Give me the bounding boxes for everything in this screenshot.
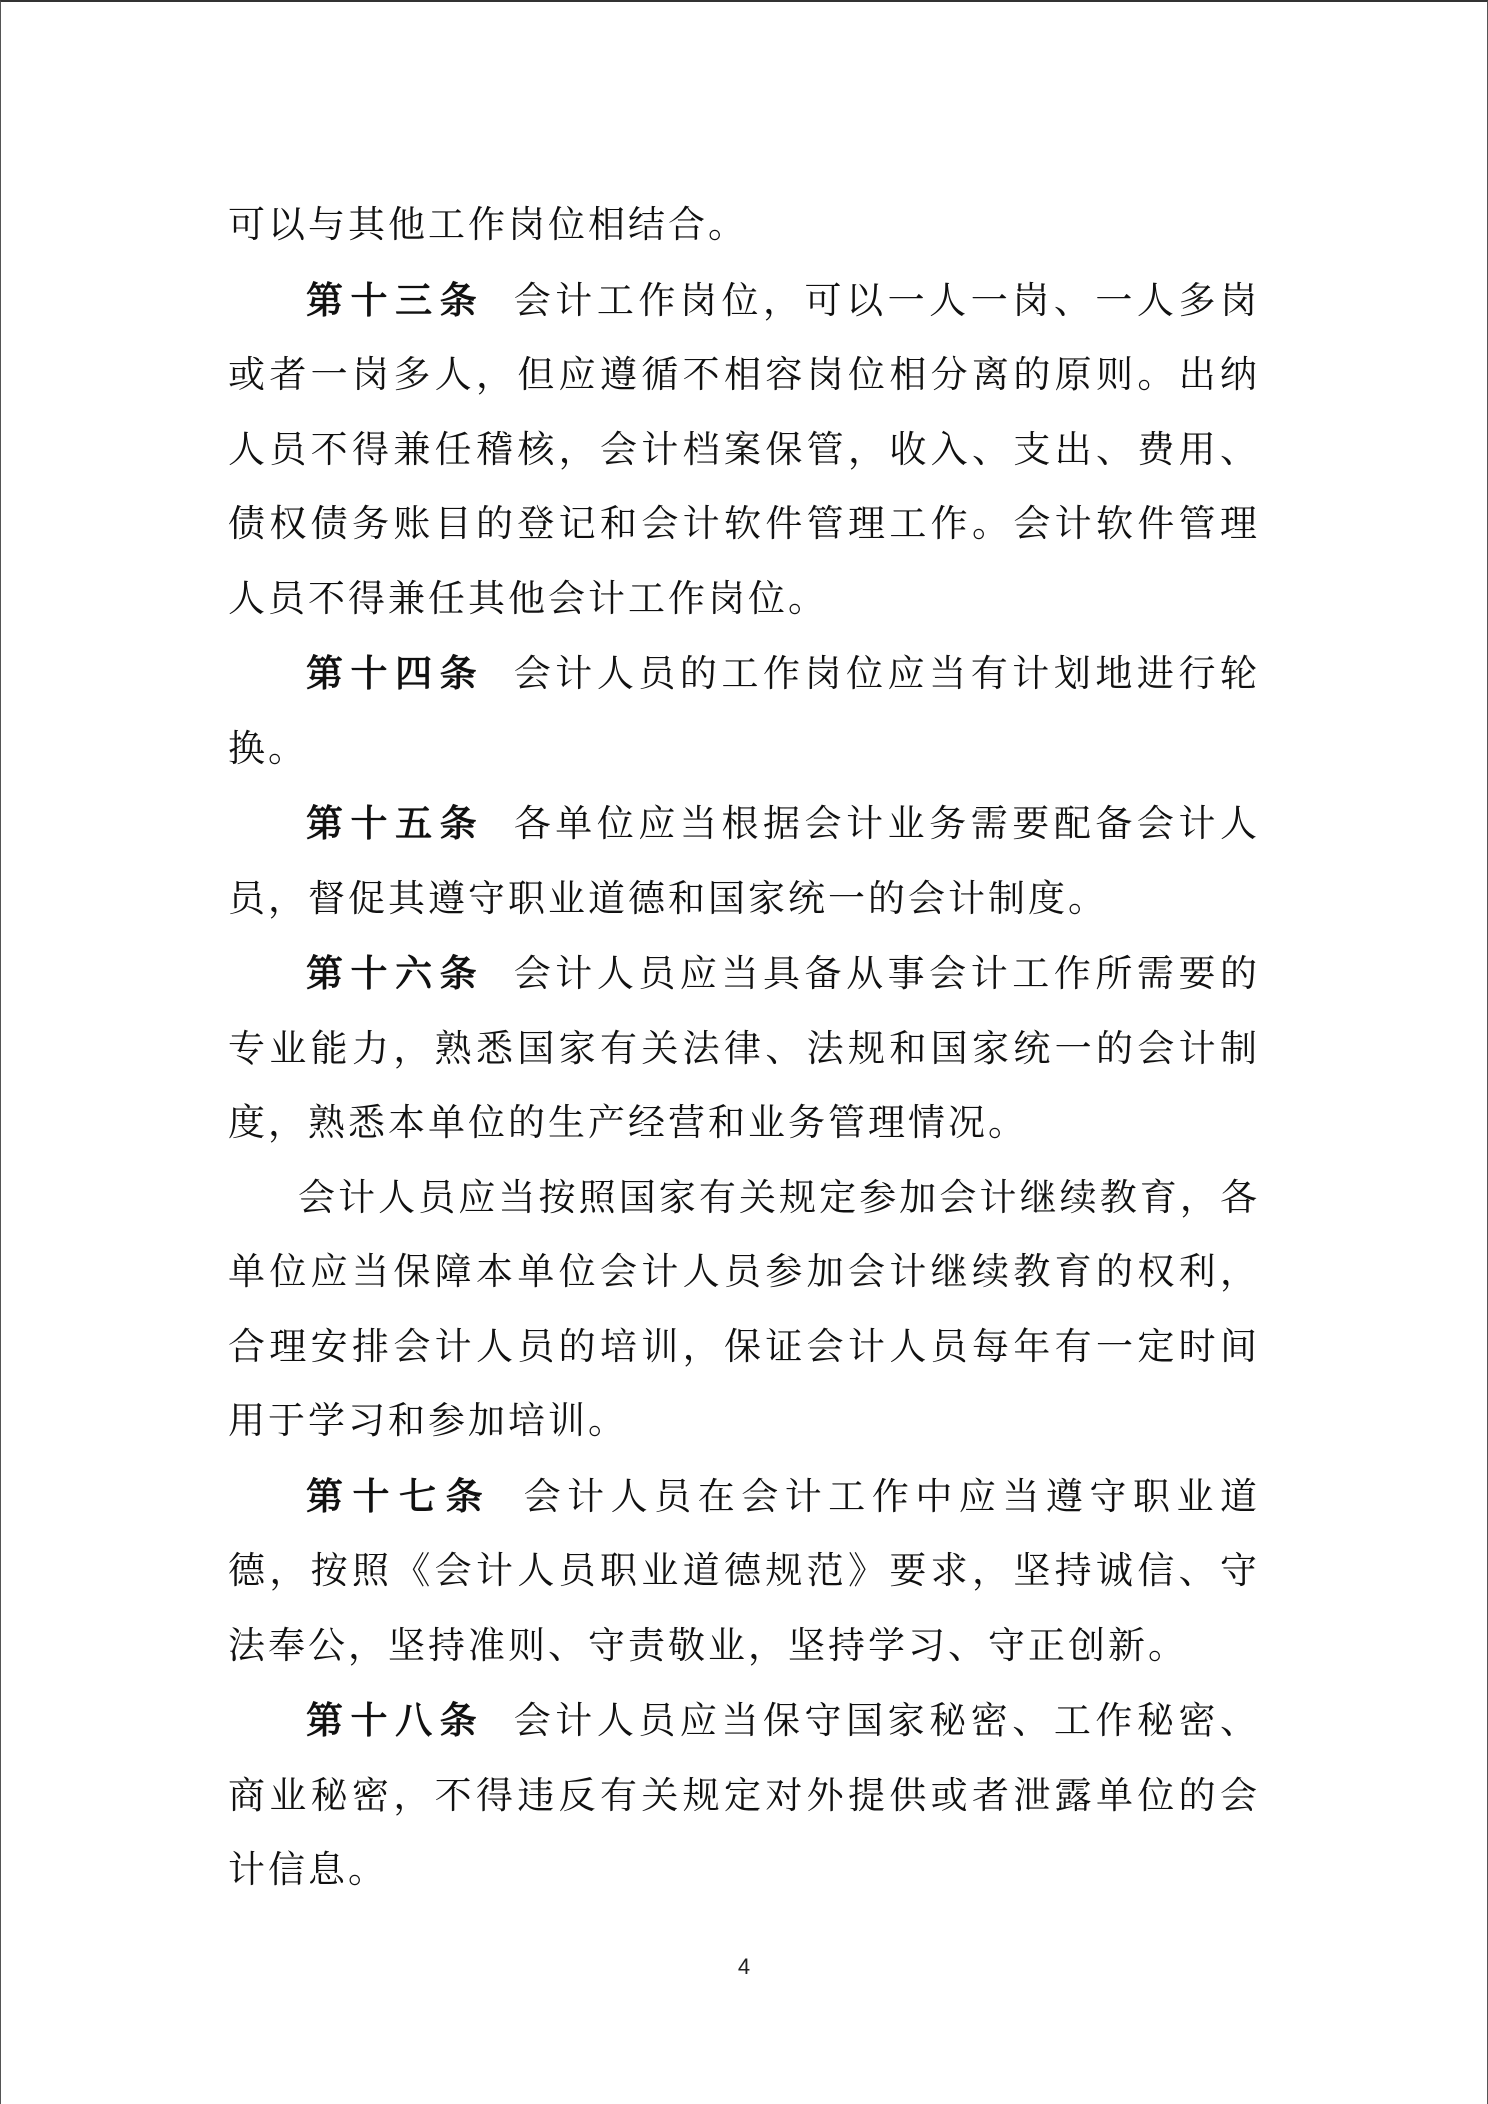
article-18 bbox=[228, 1683, 1260, 1908]
document-body bbox=[228, 188, 1260, 1908]
page-number: 4 bbox=[737, 1954, 751, 1979]
article-text: 各单位应当根据会计业务需要配备会计人员，督促其遵守职业道德和国家统一的会计制度。 bbox=[228, 802, 1261, 920]
article-text: 会计人员的工作岗位应当有计划地进行轮换。 bbox=[228, 652, 1261, 770]
article-13 bbox=[228, 263, 1260, 637]
article-16 bbox=[228, 936, 1260, 1161]
article-text: 会计工作岗位，可以一人一岗、一人多岗或者一岗多人，但应遵循不相容岗位相分离的原则。出纳人员不得兼任稽核，会计档案保管，收入、支出、费用、债权债务账目的登记和会计软件管理工作。会计软件管理人员不得兼任其他会计工作岗位。 bbox=[228, 278, 1261, 620]
paragraph-text: 可以与其他工作岗位相结合。 bbox=[228, 203, 748, 246]
article-text: 会计人员应当具备从事会计工作所需要的专业能力，熟悉国家有关法律、法规和国家统一的会计制度，熟悉本单位的生产经营和业务管理情况。 bbox=[228, 952, 1261, 1144]
article-text: 会计人员应当保守国家秘密、工作秘密、商业秘密，不得违反有关规定对外提供或者泄露单位的会计信息。 bbox=[228, 1699, 1261, 1891]
article-heading: 第十八条 bbox=[306, 1698, 485, 1742]
article-heading: 第十四条 bbox=[306, 651, 485, 695]
article-heading: 第十六条 bbox=[306, 951, 485, 995]
article-heading: 第十五条 bbox=[306, 801, 485, 845]
article-text: 会计人员在会计工作中应当遵守职业道德，按照《会计人员职业道德规范》要求，坚持诚信、守法奉公，坚持准则、守责敬业，坚持学习、守正创新。 bbox=[228, 1474, 1261, 1667]
article-heading: 第十七条 bbox=[306, 1473, 493, 1518]
article-heading: 第十三条 bbox=[306, 277, 485, 322]
article-15 bbox=[228, 786, 1260, 936]
paragraph-continuation bbox=[228, 188, 1260, 263]
article-16-paragraph-2 bbox=[228, 1161, 1260, 1459]
article-14 bbox=[228, 636, 1260, 786]
article-17 bbox=[228, 1459, 1260, 1684]
paragraph-text: 会计人员应当按照国家有关规定参加会计继续教育，各单位应当保障本单位会计人员参加会计继续教育的权利，合理安排会计人员的培训，保证会计人员每年有一定时间用于学习和参加培训。 bbox=[228, 1175, 1260, 1442]
